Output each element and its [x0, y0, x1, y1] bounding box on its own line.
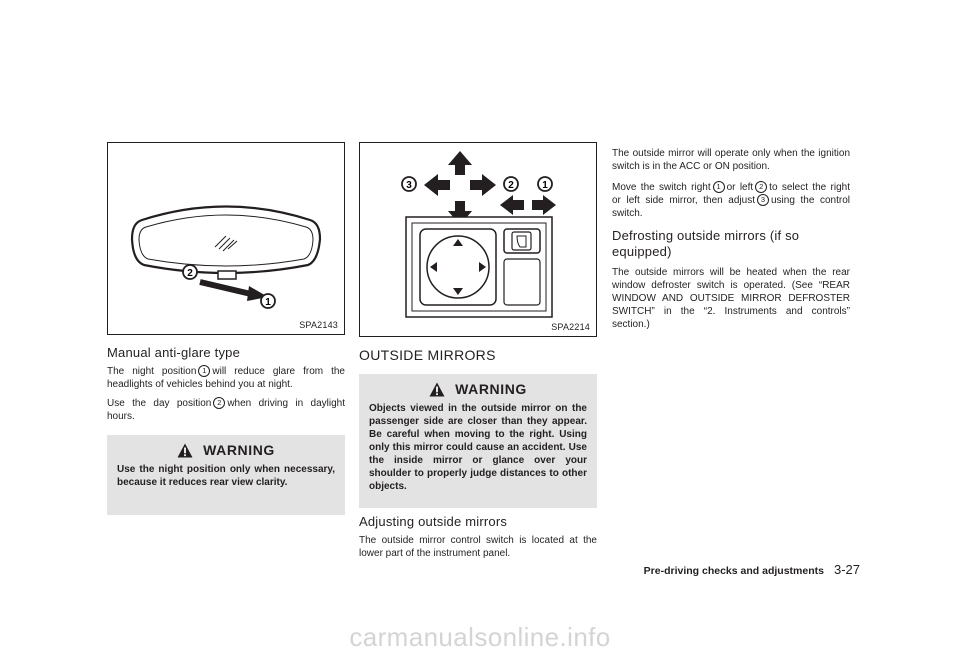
svg-text:2: 2 [187, 268, 193, 279]
mirror-frame [132, 207, 320, 274]
svg-text:1: 1 [542, 180, 548, 191]
figure-label: SPA2214 [551, 322, 590, 332]
rearview-mirror-illustration [108, 143, 344, 334]
anti-glare-lever [218, 271, 236, 279]
defrosting-paragraph: The outside mirrors will be heated when the rear window defroster switch is operated. (See “REAR WINDOW AND OUTSIDE MIRROR DEFROSTER SWITCH” in the “2. Instruments and controls” section.) [612, 267, 850, 330]
warning-title: WARNING [203, 442, 275, 458]
anti-glare-paragraph-1: The night position 1 will reduce glare from the headlights of vehicles behind you at night. [107, 366, 345, 390]
warning-text: Use the night position only when necessary, because it reduces rear view clarity. [117, 464, 335, 488]
column-left [107, 142, 345, 515]
heading-anti-glare: Manual anti-glare type [107, 345, 241, 360]
arrow-up-icon [448, 151, 472, 175]
warning-box-night-position [107, 435, 345, 515]
anti-glare-paragraph-2: Use the day position 2 when driving in daylight hours. [107, 398, 345, 422]
callout-2-inline: 2 [755, 181, 767, 193]
warning-box-outside-mirror [359, 374, 597, 508]
column-right [612, 147, 850, 331]
footer-section-title: Pre-driving checks and adjustments [643, 565, 824, 577]
warning-triangle-icon [429, 382, 445, 397]
figure-rearview-mirror [107, 142, 345, 335]
callout-1-inline: 1 [198, 365, 210, 377]
heading-defrosting: Defrosting outside mirrors (if so equipped) [612, 228, 800, 259]
callout-1-inline: 1 [713, 181, 725, 193]
adjusting-paragraph: The outside mirror control switch is located at the lower part of the instrument panel. [359, 535, 597, 559]
figure-label: SPA2143 [299, 320, 338, 330]
arrow-right-small-icon [532, 195, 556, 215]
callout-2-inline: 2 [213, 397, 225, 409]
svg-text:1: 1 [265, 297, 271, 308]
page-number: 3-27 [833, 562, 860, 577]
mirror-switch-illustration [360, 143, 596, 336]
warning-title: WARNING [455, 381, 527, 397]
svg-text:2: 2 [508, 180, 514, 191]
column-middle [359, 142, 597, 560]
operation-paragraph: The outside mirror will operate only when the ignition switch is in the ACC or ON position. [612, 148, 850, 172]
warning-text: Objects viewed in the outside mirror on the passenger side are closer than they appear. Be careful when moving to the right. Using only this mirror could cause an accident. Use the inside mirror or glance over your shoulder to properly judge distances to other objects. [369, 403, 587, 492]
arrow-left-icon [424, 174, 450, 196]
heading-outside-mirrors: OUTSIDE MIRRORS [359, 347, 496, 363]
arrow-right-icon [470, 174, 496, 196]
warning-triangle-icon [177, 443, 193, 458]
figure-mirror-switch [359, 142, 597, 337]
select-mirror-paragraph: Move the switch right 1 or left 2 to select the right or left side mirror, then adjust 3 using the control switch. [612, 182, 850, 219]
heading-adjusting-outside-mirrors: Adjusting outside mirrors [359, 514, 508, 529]
arrow-left-small-icon [500, 195, 524, 215]
svg-text:3: 3 [406, 180, 412, 191]
page-footer [626, 562, 860, 577]
callout-3-inline: 3 [757, 194, 769, 206]
watermark: carmanualsonline.info [349, 622, 611, 652]
